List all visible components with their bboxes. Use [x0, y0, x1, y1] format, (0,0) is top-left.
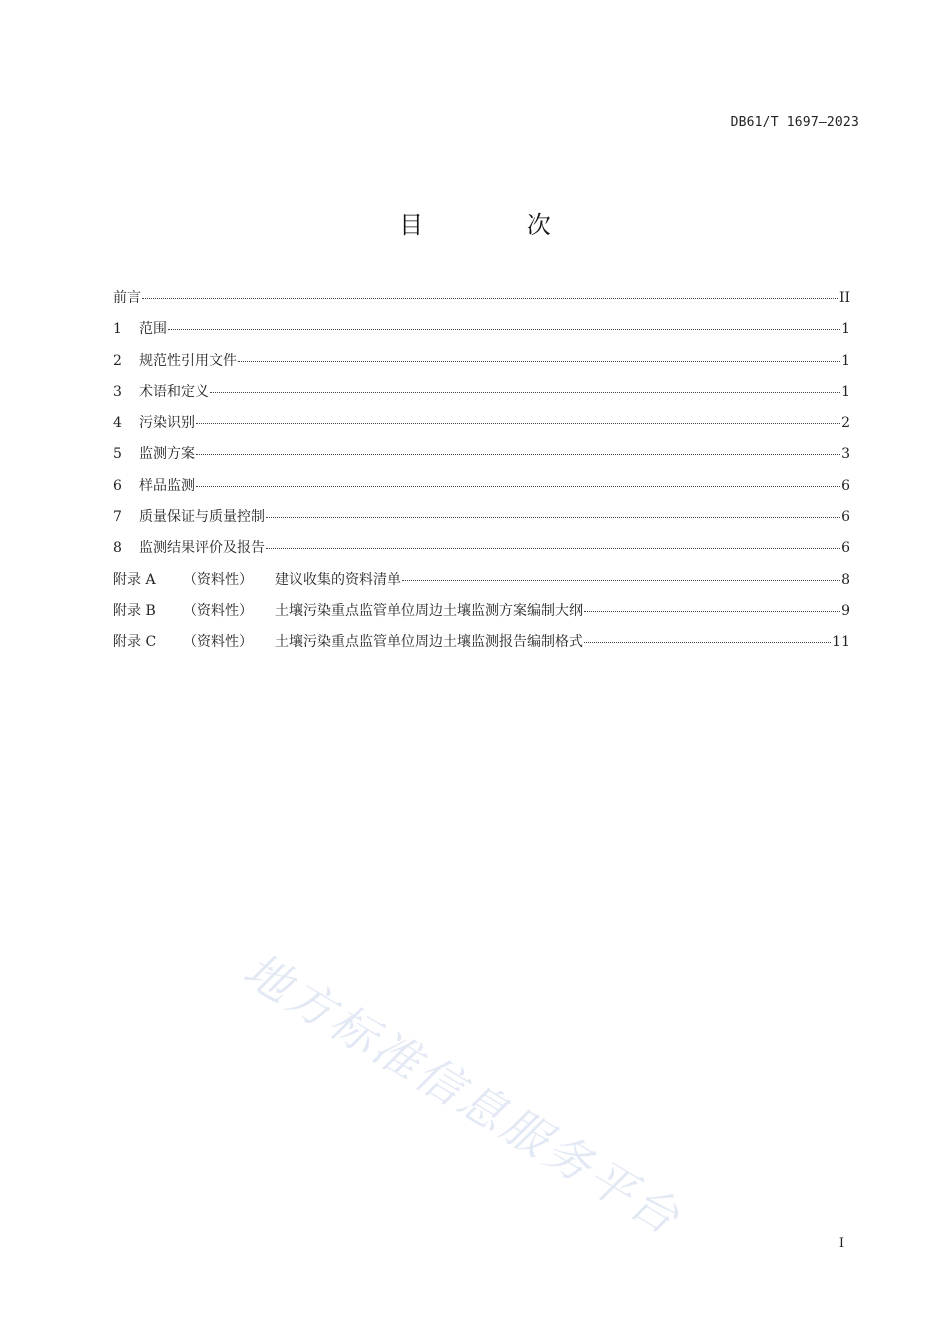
toc-leader-dots [168, 315, 840, 330]
toc-entry-number: 7 [113, 509, 122, 526]
toc-entry-label: 前言 [113, 290, 141, 306]
toc-leader-dots [266, 503, 840, 518]
toc-entry-page: 1 [841, 383, 850, 400]
toc-entry-preface[interactable] [113, 287, 850, 318]
toc-entry-label: 建议收集的资料清单 [275, 571, 401, 588]
toc-entry-label: 土壤污染重点监管单位周边土壤监测方案编制大纲 [275, 602, 583, 619]
toc-leader-dots [196, 472, 840, 487]
toc-entry-page: 3 [841, 446, 850, 463]
toc-entry-chapter-1[interactable] [113, 318, 850, 349]
toc-appendix-type: （资料性） [183, 634, 253, 651]
toc-entry-label: 污染识别 [139, 415, 195, 432]
toc-entry-appendix-a[interactable] [113, 569, 850, 600]
toc-leader-dots [266, 534, 840, 549]
toc-entry-chapter-7[interactable] [113, 506, 850, 537]
toc-entry-label: 质量保证与质量控制 [139, 509, 265, 526]
toc-leader-dots [584, 628, 831, 643]
toc-entry-chapter-6[interactable] [113, 475, 850, 506]
toc-leader-dots [402, 566, 840, 581]
table-of-contents [113, 287, 850, 663]
toc-leader-dots [238, 347, 840, 362]
toc-leader-dots [584, 597, 840, 612]
toc-entry-chapter-8[interactable] [113, 537, 850, 568]
toc-entry-number: 4 [113, 415, 122, 432]
toc-entry-page: 6 [841, 477, 850, 494]
toc-appendix-prefix: 附录 C [113, 634, 157, 651]
toc-leader-dots [210, 378, 840, 393]
toc-entry-label: 规范性引用文件 [139, 352, 237, 369]
toc-entry-number: 6 [113, 477, 122, 494]
toc-entry-number: 3 [113, 383, 122, 400]
toc-entry-page: 8 [841, 571, 850, 588]
toc-entry-label: 术语和定义 [139, 383, 209, 400]
toc-entry-number: 5 [113, 446, 122, 463]
toc-entry-label: 土壤污染重点监管单位周边土壤监测报告编制格式 [275, 634, 583, 651]
toc-entry-page: II [838, 290, 850, 306]
toc-entry-chapter-5[interactable] [113, 443, 850, 474]
toc-entry-chapter-4[interactable] [113, 412, 850, 443]
document-code: DB61/T 1697—2023 [730, 115, 859, 130]
toc-leader-dots [142, 284, 838, 299]
toc-leader-dots [196, 409, 840, 424]
toc-entry-number: 2 [113, 352, 122, 369]
toc-entry-chapter-2[interactable] [113, 350, 850, 381]
toc-leader-dots [196, 440, 840, 455]
toc-appendix-prefix: 附录 A [113, 571, 156, 588]
toc-entry-page: 6 [841, 509, 850, 526]
toc-entry-number: 1 [113, 321, 122, 338]
toc-entry-label: 样品监测 [139, 477, 195, 494]
toc-entry-label: 范围 [139, 321, 167, 338]
page-number: I [838, 1236, 844, 1251]
toc-entry-chapter-3[interactable] [113, 381, 850, 412]
toc-appendix-type: （资料性） [183, 571, 253, 588]
watermark: 地方标准信息服务平台 [234, 942, 691, 1247]
toc-entry-label: 监测方案 [139, 446, 195, 463]
toc-entry-page: 6 [841, 540, 850, 557]
toc-entry-page: 1 [841, 321, 850, 338]
toc-appendix-prefix: 附录 B [113, 602, 156, 619]
toc-appendix-type: （资料性） [183, 602, 253, 619]
toc-entry-appendix-c[interactable] [113, 631, 850, 662]
toc-entry-appendix-b[interactable] [113, 600, 850, 631]
toc-entry-page: 11 [832, 634, 850, 651]
toc-entry-page: 2 [841, 415, 850, 432]
toc-title: 目 次 [399, 211, 599, 239]
toc-entry-number: 8 [113, 540, 122, 557]
toc-entry-page: 9 [841, 602, 850, 619]
toc-entry-label: 监测结果评价及报告 [139, 540, 265, 557]
toc-entry-page: 1 [841, 352, 850, 369]
